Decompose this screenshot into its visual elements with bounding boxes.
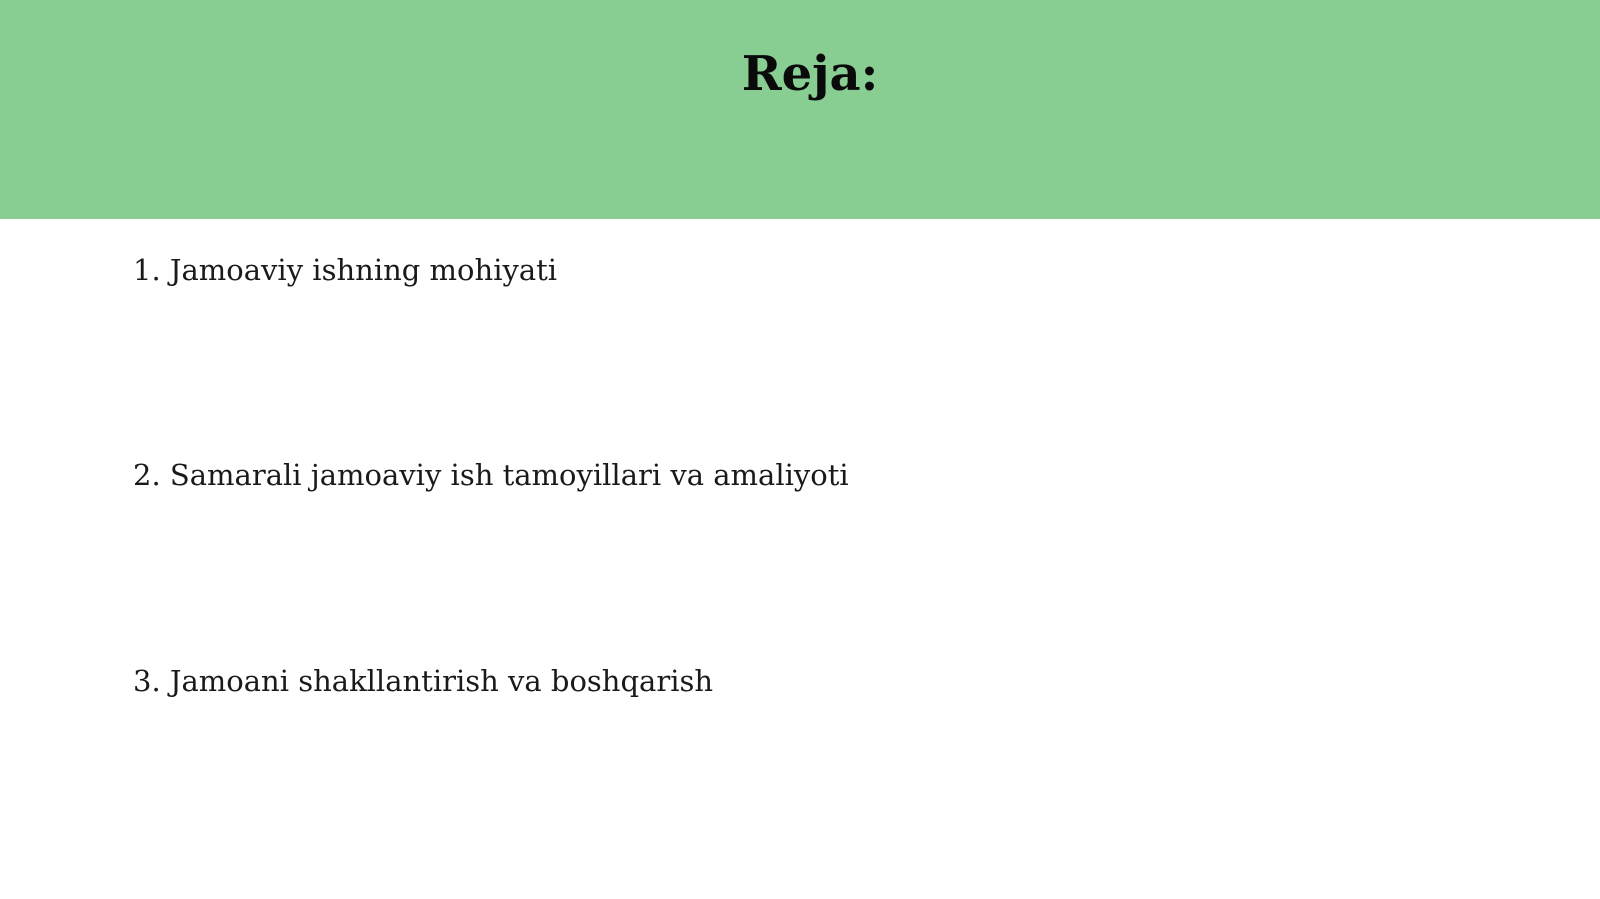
header-band: [0, 0, 1600, 219]
slide-title: Reja:: [741, 46, 879, 102]
plan-item-3: 3. Jamoani shakllantirish va boshqarish: [133, 664, 714, 698]
plan-item-1: 1. Jamoaviy ishning mohiyati: [133, 253, 558, 287]
plan-item-2: 2. Samarali jamoaviy ish tamoyillari va amaliyoti: [133, 458, 849, 492]
